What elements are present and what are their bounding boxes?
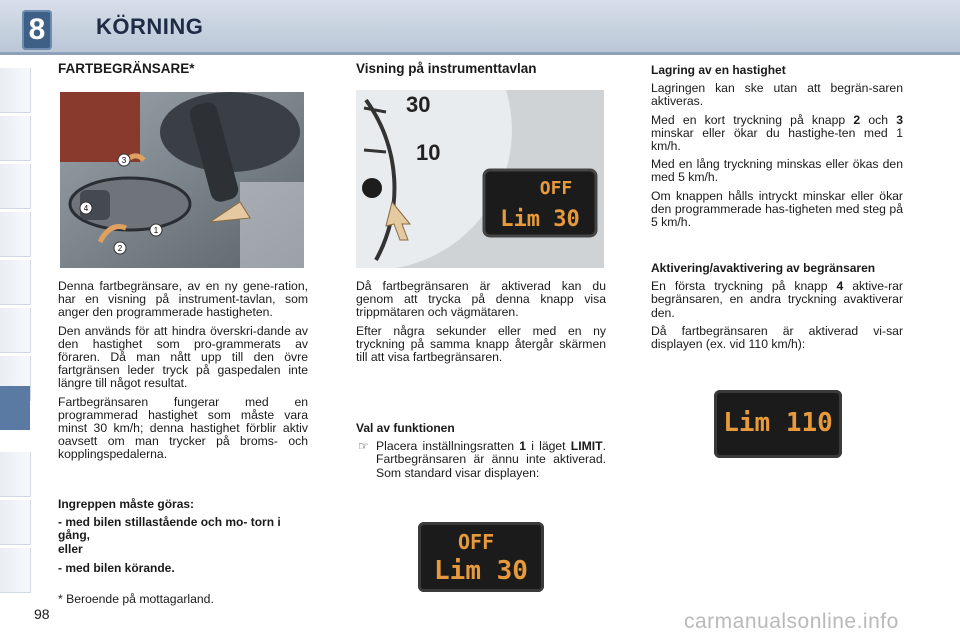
- lcd-off-text: OFF: [539, 178, 573, 199]
- display-example-paragraph: Då fartbegränsaren är aktiverad vi-sar displayen (ex. vid 110 km/h):: [651, 323, 903, 352]
- trip-display-paragraph: Då fartbegränsaren är aktiverad kan du genom att trycka på denna knapp visa trippmätaren och vägmätaren.: [356, 279, 606, 320]
- instruction-text: i läget: [526, 439, 571, 454]
- side-tab[interactable]: [0, 68, 31, 113]
- section-heading-display: Visning på instrumenttavlan: [356, 61, 537, 76]
- side-tab[interactable]: [0, 260, 31, 305]
- limit-position: LIMIT: [570, 439, 603, 454]
- side-tab-active[interactable]: [0, 386, 30, 430]
- side-tab[interactable]: [0, 308, 31, 353]
- pointing-hand-icon: ☞: [358, 439, 369, 454]
- conditions-title: Ingreppen måste göras:: [58, 497, 195, 511]
- limiter-display-lim-110: [714, 390, 842, 458]
- short-press-paragraph: Med en kort tryckning på knapp 2 och 3 minskar eller ökar du hastighe-ten med 1 km/h.: [651, 112, 903, 154]
- function-selection-instruction: [356, 440, 606, 480]
- side-tab[interactable]: [0, 164, 31, 209]
- intro-paragraph: Denna fartbegränsare, av en ny gene-ration, har en visning på instrument-tavlan, som anger den programmerade hastigheten.: [58, 279, 308, 320]
- condition-or: eller: [58, 541, 83, 556]
- display-lim-110: Lim 110: [723, 408, 833, 438]
- condition-driving: - med bilen körande.: [58, 560, 175, 575]
- callout-2: 2: [117, 244, 123, 253]
- instrument-cluster-illustration: [356, 90, 604, 268]
- chapter-title: KÖRNING: [96, 14, 204, 39]
- activation-paragraph: En första tryckning på knapp 4 aktive-rar begränsaren, en andra tryckning avaktiverar den.: [651, 279, 903, 320]
- lcd-limit-text: Lim 30: [500, 207, 580, 232]
- gauge-label-30: 30: [406, 92, 431, 117]
- storage-title: Lagring av en hastighet: [651, 63, 786, 77]
- side-tab[interactable]: [0, 548, 31, 593]
- display-lim-30: Lim 30: [434, 556, 528, 586]
- side-tab[interactable]: [0, 452, 31, 497]
- callout-3: 3: [121, 156, 127, 165]
- callout-4: 4: [83, 204, 89, 213]
- footnote: * Beroende på mottagarland.: [58, 592, 214, 606]
- hold-paragraph: Om knappen hålls intryckt minskar eller ökar den programmerade has-tigheten med steg på 5 km/h.: [651, 188, 903, 230]
- return-display-paragraph: Efter några sekunder eller med en ny tryckning på samma knapp återgår skärmen till att visa fartbegränsaren.: [356, 323, 606, 365]
- purpose-paragraph: Den används för att hindra överskri-dande av den hastighet som pro-grammerats av föraren. Då man nått upp till den övre fartgränsen leder tryck på gaspedalen inte längre till något resultat.: [58, 323, 308, 391]
- function-selection-title: Val av funktionen: [356, 421, 455, 435]
- storage-paragraph: Lagringen kan ske utan att begrän-saren aktiveras.: [651, 81, 903, 109]
- side-chapter-tabs: [0, 60, 34, 580]
- dial-number: 1: [519, 439, 526, 454]
- page-number: 98: [34, 606, 50, 622]
- instruction-text: . Fartbegränsaren är ännu inte aktiverad. Som standard visar displayen:: [376, 439, 606, 480]
- activation-title: Aktivering/avaktivering av begränsaren: [651, 261, 876, 275]
- side-tab[interactable]: [0, 116, 31, 161]
- limiter-display-off-lim-30: [418, 522, 544, 592]
- section-heading-speed-limiter: FARTBEGRÄNSARE*: [58, 61, 195, 76]
- side-tab[interactable]: [0, 500, 31, 545]
- condition-stationary: - med bilen stillastående och mo- torn i gång,: [58, 515, 281, 543]
- operation-paragraph: Fartbegränsaren fungerar med en programmerad hastighet som måste vara minst 30 km/h; denna hastighet förblir aktiv oavsett om man trycker på broms- och kopplingspedalerna.: [58, 394, 308, 462]
- gauge-label-10: 10: [416, 140, 441, 165]
- chapter-number-badge: 8: [22, 10, 52, 50]
- header-divider: [0, 52, 960, 55]
- long-press-paragraph: Med en lång tryckning minskas eller ökas den med 5 km/h.: [651, 157, 903, 185]
- steering-column-stalk-illustration: [60, 92, 304, 268]
- display-off: OFF: [458, 530, 495, 554]
- watermark: carmanualsonline.info: [684, 610, 899, 633]
- callout-1: 1: [153, 226, 159, 235]
- side-tab[interactable]: [0, 212, 31, 257]
- instruction-text: Placera inställningsratten: [376, 439, 520, 454]
